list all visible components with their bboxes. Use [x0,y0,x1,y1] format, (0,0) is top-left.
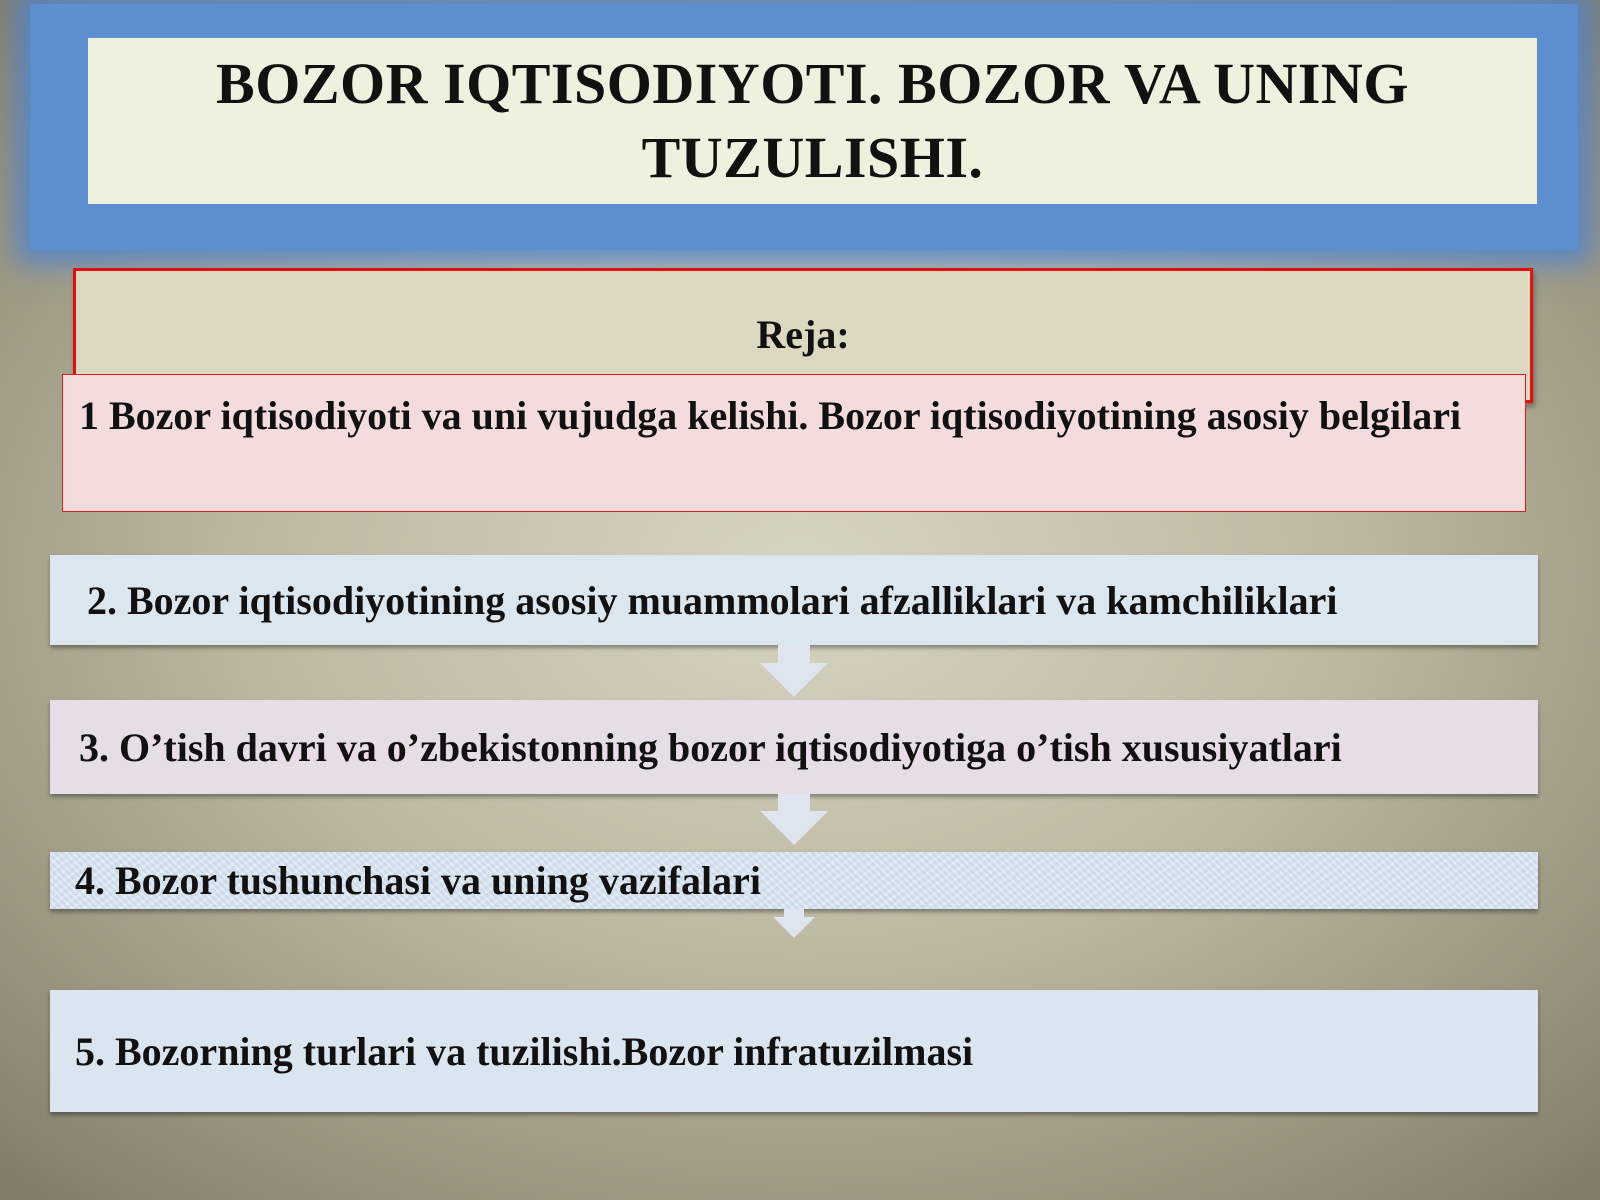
arrow-down-icon [758,645,830,698]
arrow-down-icon [772,909,816,939]
plan-item-5 [50,990,1538,1112]
plan-item-1-text: 1 Bozor iqtisodiyoti va uni vujudga kelishi. Bozor iqtisodiyotining asosiy belgilari [79,393,1462,438]
plan-item-1 [62,374,1526,512]
plan-item-3-text: 3. O’tish davri va o’zbekistonning bozor iqtisodiyotiga o’tish xususiyatlari [79,724,1342,770]
title-line-2: TUZULISHI. [641,125,984,190]
plan-heading: Reja: [756,312,850,357]
plan-item-5-text: 5. Bozorning turlari va tuzilishi.Bozor infratuzilmasi [75,1028,974,1074]
plan-item-2 [50,555,1538,645]
plan-item-2-text: 2. Bozor iqtisodiyotining asosiy muammolari afzalliklari va kamchiliklari [87,577,1338,623]
plan-item-4-text: 4. Bozor tushunchasi va uning vazifalari [75,858,762,903]
plan-item-3 [50,700,1538,794]
title-line-1: BOZOR IQTISODIYOTI. BOZOR VA UNING [216,51,1409,116]
slide-title [88,38,1537,204]
plan-item-4 [50,852,1538,909]
arrow-down-icon [758,794,830,846]
